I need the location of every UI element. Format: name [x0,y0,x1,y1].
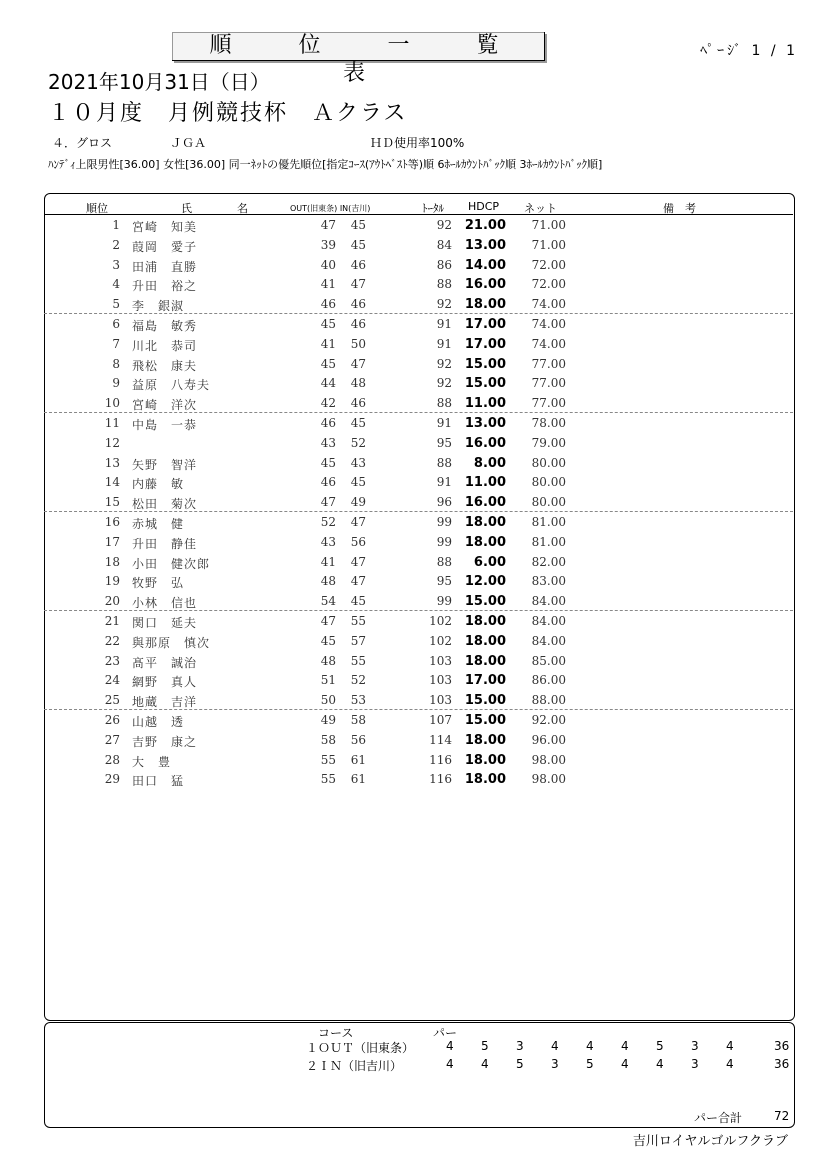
hdcp-cell: 11.00 [464,475,506,491]
total-cell: 107 [429,713,452,727]
hdcp-cell: 16.00 [464,277,506,293]
col-hdcp: HDCP [468,200,500,213]
table-row [44,690,793,710]
table-row [44,393,793,413]
total-cell: 114 [429,732,452,747]
net-cell: 85.00 [531,653,566,668]
rank-cell: 18 [104,554,120,569]
jga-label: ＪＧＡ [170,136,207,150]
total-cell: 86 [436,257,452,272]
total-cell: 88 [436,554,452,569]
total-cell: 91 [436,416,452,430]
out-score-cell: 50 [320,693,336,708]
hdcp-cell: 18.00 [464,297,506,313]
name-cell: 川北 恭司 [132,338,198,353]
in-score-cell: 45 [350,237,366,252]
hdcp-cell: 18.00 [464,633,506,649]
net-cell: 98.00 [531,752,566,767]
out-score-cell: 45 [320,633,336,648]
name-cell: 髙平 誠治 [132,655,198,670]
out-score-cell: 47 [320,495,336,510]
rank-cell: 1 [112,218,120,232]
hdcp-cell: 15.00 [464,594,506,610]
net-cell: 98.00 [531,772,566,787]
hole-par: 4 [446,1057,454,1071]
name-cell: 内藤 敏 [132,477,185,492]
name-cell: 小林 信也 [132,596,198,611]
rank-cell: 11 [104,416,120,430]
net-cell: 84.00 [531,633,566,648]
total-cell: 88 [436,396,452,411]
in-score-cell: 52 [350,435,366,450]
net-cell: 78.00 [531,416,566,430]
in-score-cell: 52 [350,673,366,688]
hole-par: 4 [446,1039,454,1053]
name-cell: 松田 菊次 [132,497,198,512]
rank-cell: 27 [104,732,120,747]
hdcp-cell: 16.00 [464,495,506,511]
name-cell: 中島 一恭 [132,418,198,432]
total-cell: 96 [436,495,452,510]
in-score-cell: 49 [350,495,366,510]
out-score-cell: 41 [320,336,336,351]
table-row [44,433,793,453]
name-cell: 牧野 弘 [132,576,185,591]
total-cell: 99 [436,515,452,529]
hdcp-cell: 18.00 [464,732,506,748]
hole-par: 5 [516,1057,524,1071]
table-row [44,710,793,730]
hole-par: 4 [586,1039,594,1053]
in-score-cell: 45 [350,416,366,430]
in-score-cell: 50 [350,336,366,351]
in-score-cell: 55 [350,614,366,628]
out-score-cell: 43 [320,435,336,450]
col-name-b: 名 [237,202,248,215]
net-cell: 84.00 [531,594,566,609]
hdcp-cell: 13.00 [464,237,506,253]
in-score-cell: 53 [350,693,366,708]
total-cell: 92 [436,356,452,371]
out-score-cell: 47 [320,218,336,232]
hdcp-cell: 11.00 [464,396,506,412]
col-total: ﾄｰﾀﾙ [422,202,444,215]
table-row [44,373,793,393]
course-name: １ＯＵＴ（旧東条） [306,1041,415,1055]
handicap-rule: ﾊﾝﾃﾞｨ上限男性[36.00] 女性[36.00] 同一ﾈｯﾄの優先順位[指定ｺｰｽ(ｱｳﾄﾍﾞｽﾄ等)順 6ﾎｰﾙｶｳﾝﾄﾊﾞｯｸ順 3ﾎｰﾙｶｳﾝﾄﾊﾞｯｸ順] [48,158,603,171]
out-score-cell: 44 [320,376,336,391]
name-cell: 葭岡 愛子 [132,239,198,254]
col-name-a: 氏 [181,202,192,215]
in-score-cell: 45 [350,594,366,609]
net-cell: 83.00 [531,574,566,589]
net-cell: 72.00 [531,277,566,292]
net-cell: 77.00 [531,376,566,391]
hdcp-cell: 15.00 [464,693,506,709]
in-score-cell: 61 [350,772,366,787]
hdcp-cell: 17.00 [464,317,506,332]
rank-cell: 9 [112,376,120,391]
total-cell: 88 [436,277,452,292]
table-row [44,294,793,314]
table-row [44,334,793,354]
course-par-total: 36 [774,1039,790,1053]
table-row [44,670,793,690]
name-cell: 升田 静佳 [132,536,198,551]
par-label: パー [433,1026,458,1040]
out-score-cell: 47 [320,614,336,628]
hdcp-cell: 16.00 [464,435,506,451]
rank-cell: 26 [104,713,120,727]
out-score-cell: 42 [320,396,336,411]
rank-cell: 21 [104,614,120,628]
out-score-cell: 45 [320,317,336,331]
col-rank: 順位 [86,202,108,215]
total-cell: 84 [436,237,452,252]
total-cell: 103 [429,673,452,688]
in-score-cell: 47 [350,356,366,371]
out-score-cell: 49 [320,713,336,727]
table-row [44,512,793,532]
table-row [44,730,793,750]
table-row [44,651,793,671]
total-cell: 95 [436,574,452,589]
net-cell: 77.00 [531,396,566,411]
out-score-cell: 39 [320,237,336,252]
name-cell: 與那原 慎次 [132,635,211,650]
table-row [44,354,793,374]
page-title: 順 位 一 覧 表 [209,33,529,86]
col-net: ネット [524,202,557,215]
rank-cell: 13 [104,455,120,470]
hole-par: 4 [726,1057,734,1071]
net-cell: 80.00 [531,495,566,510]
total-cell: 91 [436,475,452,490]
total-cell: 102 [429,633,452,648]
rank-cell: 28 [104,752,120,767]
rank-cell: 20 [104,594,120,609]
total-cell: 102 [429,614,452,628]
table-row [44,552,793,572]
hdcp-cell: 17.00 [464,336,506,352]
name-cell: 田口 猛 [132,774,185,789]
rank-cell: 17 [104,534,120,549]
name-cell: 大 豊 [132,754,172,769]
hole-par: 4 [481,1057,489,1071]
total-cell: 116 [429,772,452,787]
hdcp-cell: 17.00 [464,673,506,689]
name-cell: 矢野 智洋 [132,457,198,472]
hdcp-cell: 18.00 [464,772,506,788]
col-remarks: 備 考 [663,202,696,215]
table-row [44,750,793,770]
hdcp-cell: 18.00 [464,653,506,669]
course-name: ２ＩＮ（旧吉川） [306,1059,403,1073]
out-score-cell: 41 [320,554,336,569]
in-score-cell: 47 [350,515,366,529]
table-row [44,769,793,789]
rank-cell: 19 [104,574,120,589]
out-score-cell: 40 [320,257,336,272]
hole-par: 3 [516,1039,524,1053]
rank-cell: 15 [104,495,120,510]
rank-cell: 22 [104,633,120,648]
name-cell: 小田 健次郎 [132,556,211,571]
out-score-cell: 55 [320,772,336,787]
page-number: ﾍﾟｰｼﾞ 1 / 1 [700,43,798,59]
in-score-cell: 46 [350,257,366,272]
club-name: 吉川ロイヤルゴルフクラブ [632,1134,788,1149]
hdcp-cell: 15.00 [464,376,506,392]
hole-par: 4 [551,1039,559,1053]
net-cell: 84.00 [531,614,566,628]
format-label: ４．グロス [52,136,113,150]
net-cell: 71.00 [531,218,566,232]
par-total: 72 [774,1109,790,1123]
total-cell: 116 [429,752,452,767]
course-par-total: 36 [774,1057,790,1071]
total-cell: 95 [436,435,452,450]
out-score-cell: 58 [320,732,336,747]
col-out-in: OUT(旧東条) IN(吉川) [290,204,371,213]
name-cell: 田浦 直勝 [132,259,198,274]
net-cell: 92.00 [531,713,566,727]
net-cell: 81.00 [531,534,566,549]
rank-cell: 24 [104,673,120,688]
name-cell: 関口 延夫 [132,616,198,630]
total-cell: 91 [436,336,452,351]
table-row [44,631,793,651]
table-row [44,274,793,294]
net-cell: 88.00 [531,693,566,708]
total-cell: 99 [436,534,452,549]
net-cell: 72.00 [531,257,566,272]
name-cell: 升田 裕之 [132,279,198,294]
net-cell: 81.00 [531,515,566,529]
net-cell: 74.00 [531,297,566,312]
in-score-cell: 46 [350,297,366,312]
rank-cell: 7 [112,336,120,351]
in-score-cell: 45 [350,218,366,232]
name-cell: 宮崎 知美 [132,220,198,234]
hdcp-cell: 13.00 [464,416,506,431]
in-score-cell: 57 [350,633,366,648]
course-label: コース [318,1026,354,1040]
hole-par: 4 [726,1039,734,1053]
table-row [44,453,793,473]
net-cell: 86.00 [531,673,566,688]
in-score-cell: 46 [350,317,366,331]
total-cell: 99 [436,594,452,609]
hdcp-cell: 21.00 [464,218,506,233]
hdcp-cell: 6.00 [473,554,506,570]
rank-cell: 4 [112,277,120,292]
name-cell: 福島 敏秀 [132,319,198,333]
in-score-cell: 48 [350,376,366,391]
hole-par: 5 [586,1057,594,1071]
out-score-cell: 48 [320,653,336,668]
hdcp-cell: 18.00 [464,515,506,530]
out-score-cell: 52 [320,515,336,529]
in-score-cell: 47 [350,574,366,589]
out-score-cell: 46 [320,416,336,430]
hole-par: 3 [551,1057,559,1071]
in-score-cell: 56 [350,732,366,747]
rank-cell: 29 [104,772,120,787]
hdcp-cell: 12.00 [464,574,506,590]
in-score-cell: 47 [350,277,366,292]
net-cell: 80.00 [531,455,566,470]
table-row [44,571,793,591]
in-score-cell: 43 [350,455,366,470]
out-score-cell: 51 [320,673,336,688]
net-cell: 79.00 [531,435,566,450]
name-cell: 飛松 康夫 [132,358,198,373]
out-score-cell: 55 [320,752,336,767]
hole-par: 5 [656,1039,664,1053]
name-cell: 地蔵 吉洋 [132,695,198,710]
total-cell: 92 [436,218,452,232]
rank-cell: 25 [104,693,120,708]
table-row [44,235,793,255]
hdcp-cell: 18.00 [464,752,506,768]
out-score-cell: 54 [320,594,336,609]
out-score-cell: 43 [320,534,336,549]
rank-cell: 12 [104,435,120,450]
rank-cell: 3 [112,257,120,272]
format-line [52,134,464,151]
net-cell: 71.00 [531,237,566,252]
name-cell: 李 銀淑 [132,299,185,314]
rank-cell: 5 [112,297,120,312]
total-cell: 103 [429,693,452,708]
in-score-cell: 56 [350,534,366,549]
name-cell: 赤城 健 [132,517,185,531]
net-cell: 77.00 [531,356,566,371]
total-cell: 88 [436,455,452,470]
in-score-cell: 61 [350,752,366,767]
hdcp-cell: 15.00 [464,356,506,372]
out-score-cell: 48 [320,574,336,589]
name-cell: 吉野 康之 [132,734,198,749]
hole-par: 4 [656,1057,664,1071]
table-row [44,413,793,433]
total-cell: 91 [436,317,452,331]
hole-par: 3 [691,1057,699,1071]
event-title: １０月度 月例競技杯 Ａクラス [48,101,408,126]
rank-cell: 16 [104,515,120,529]
name-cell: 網野 真人 [132,675,198,690]
rank-cell: 23 [104,653,120,668]
total-cell: 92 [436,297,452,312]
hdcp-cell: 8.00 [473,455,506,471]
hole-par: 4 [621,1039,629,1053]
net-cell: 74.00 [531,317,566,331]
in-score-cell: 45 [350,475,366,490]
hole-par: 3 [691,1039,699,1053]
hole-par: 4 [621,1057,629,1071]
out-score-cell: 41 [320,277,336,292]
out-score-cell: 46 [320,297,336,312]
in-score-cell: 55 [350,653,366,668]
in-score-cell: 47 [350,554,366,569]
rank-cell: 6 [112,317,120,331]
table-row [44,492,793,512]
net-cell: 82.00 [531,554,566,569]
table-row [44,314,793,334]
name-cell: 益原 八寿夫 [132,378,211,393]
rank-cell: 10 [104,396,120,411]
total-cell: 103 [429,653,452,668]
name-cell: 山越 透 [132,715,185,729]
table-row [44,591,793,611]
rank-cell: 8 [112,356,120,371]
event-date: 2021年10月31日（日） [48,70,270,94]
hd-rate-label: ＨＤ使用率100% [370,136,465,150]
par-total-label: パー合計 [694,1111,743,1125]
hdcp-cell: 18.00 [464,534,506,550]
hdcp-cell: 15.00 [464,713,506,728]
hdcp-cell: 18.00 [464,614,506,629]
name-cell: 宮崎 洋次 [132,398,198,413]
net-cell: 74.00 [531,336,566,351]
hdcp-cell: 14.00 [464,257,506,273]
rank-cell: 14 [104,475,120,490]
rank-cell: 2 [112,237,120,252]
in-score-cell: 46 [350,396,366,411]
in-score-cell: 58 [350,713,366,727]
hole-par: 5 [481,1039,489,1053]
table-row [44,532,793,552]
table-row [44,472,793,492]
table-row [44,611,793,631]
out-score-cell: 46 [320,475,336,490]
table-row [44,215,793,235]
net-cell: 80.00 [531,475,566,490]
course-panel [44,1022,795,1128]
out-score-cell: 45 [320,455,336,470]
table-row [44,255,793,275]
net-cell: 96.00 [531,732,566,747]
out-score-cell: 45 [320,356,336,371]
total-cell: 92 [436,376,452,391]
